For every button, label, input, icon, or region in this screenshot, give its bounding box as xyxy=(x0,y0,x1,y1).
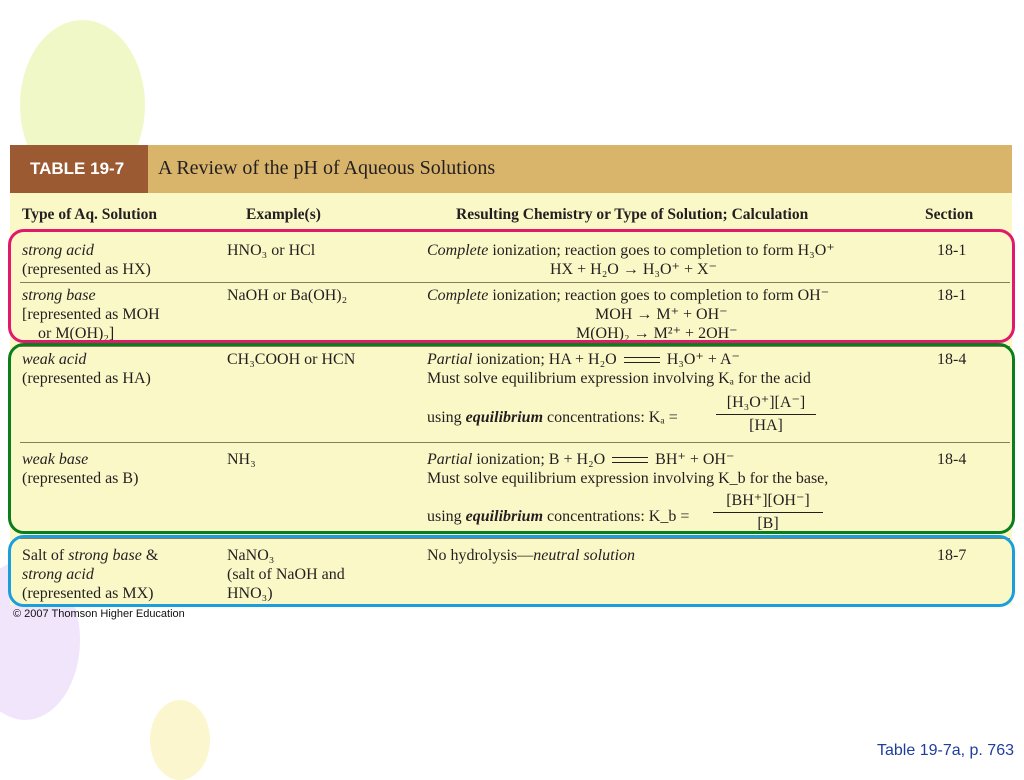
row-example-note-2: HNO₃) xyxy=(227,585,273,602)
row-example: NH₃ xyxy=(227,451,256,468)
row-example: HNO₃ or HCl xyxy=(227,242,316,259)
row-example: CH₃COOH or HCN xyxy=(227,351,356,368)
row-type-name: weak acid xyxy=(22,351,87,368)
row-chemistry-line-1: Complete ionization; reaction goes to completion to form H₃O⁺ xyxy=(427,242,835,259)
row-type-note: (represented as B) xyxy=(22,470,139,487)
fraction-numerator: [H₃O⁺][A⁻] xyxy=(726,394,806,411)
row-type-name: strong acid xyxy=(22,242,94,259)
table-label: TABLE 19-7 xyxy=(10,145,148,193)
row-type-note: (represented as HX) xyxy=(22,261,151,278)
row-section: 18-4 xyxy=(937,451,967,468)
row-example-note: (salt of NaOH and xyxy=(227,566,345,583)
row-chemistry-line-1: Complete ionization; reaction goes to completion to form OH⁻ xyxy=(427,287,830,304)
row-type-note-2: or M(OH)₂] xyxy=(38,325,115,342)
row-type-note: strong acid xyxy=(22,566,94,583)
column-header-section: Section xyxy=(925,206,974,223)
weak-electrolyte-highlight-box xyxy=(8,343,1015,534)
row-chemistry-line-3: using equilibrium concentrations: K_b = xyxy=(427,508,690,525)
fraction-denominator: [HA] xyxy=(749,417,783,434)
column-header-type: Type of Aq. Solution xyxy=(22,206,157,223)
decorative-balloon xyxy=(150,700,210,780)
copyright-notice: © 2007 Thomson Higher Education xyxy=(13,608,185,620)
row-type-note-2: (represented as MX) xyxy=(22,585,154,602)
row-section: 18-7 xyxy=(937,547,967,564)
column-header-chemistry: Resulting Chemistry or Type of Solution; Calculation xyxy=(456,206,809,223)
row-type-name: Salt of strong base & xyxy=(22,547,159,564)
table-title: A Review of the pH of Aqueous Solutions xyxy=(158,157,496,179)
row-section: 18-1 xyxy=(937,287,967,304)
row-type-note: [represented as MOH xyxy=(22,306,160,323)
row-chemistry-line-1: Partial ionization; B + H₂O BH⁺ + OH⁻ xyxy=(427,451,735,468)
strong-electrolyte-highlight-box xyxy=(8,229,1015,343)
row-chemistry-equation-2: M(OH)₂ → M²⁺ + 2OH⁻ xyxy=(576,325,738,342)
row-type-note: (represented as HA) xyxy=(22,370,151,387)
row-section: 18-4 xyxy=(937,351,967,368)
row-chemistry-line-1: Partial ionization; HA + H₂O H₃O⁺ + A⁻ xyxy=(427,351,740,368)
column-header-examples: Example(s) xyxy=(246,206,321,223)
salt-highlight-box xyxy=(8,535,1015,607)
row-chemistry-line-2: Must solve equilibrium expression involving Kₐ for the acid xyxy=(427,370,811,387)
row-chemistry-line-1: No hydrolysis—neutral solution xyxy=(427,547,636,564)
row-type-name: weak base xyxy=(22,451,89,468)
fraction-numerator: [BH⁺][OH⁻] xyxy=(726,492,810,509)
slide-reference: Table 19-7a, p. 763 xyxy=(877,742,1014,759)
row-section: 18-1 xyxy=(937,242,967,259)
row-example: NaOH or Ba(OH)₂ xyxy=(227,287,348,304)
row-chemistry-equation: MOH → M⁺ + OH⁻ xyxy=(595,306,728,323)
row-chemistry-line-2: Must solve equilibrium expression involving K_b for the base, xyxy=(427,470,829,487)
row-example: NaNO₃ xyxy=(227,547,275,564)
row-type-name: strong base xyxy=(22,287,96,304)
row-chemistry-line-3: using equilibrium concentrations: Kₐ = xyxy=(427,409,678,426)
table-header-bar xyxy=(10,145,1012,193)
fraction-denominator: [B] xyxy=(757,515,779,532)
row-chemistry-equation: HX + H₂O → H₃O⁺ + X⁻ xyxy=(550,261,717,278)
